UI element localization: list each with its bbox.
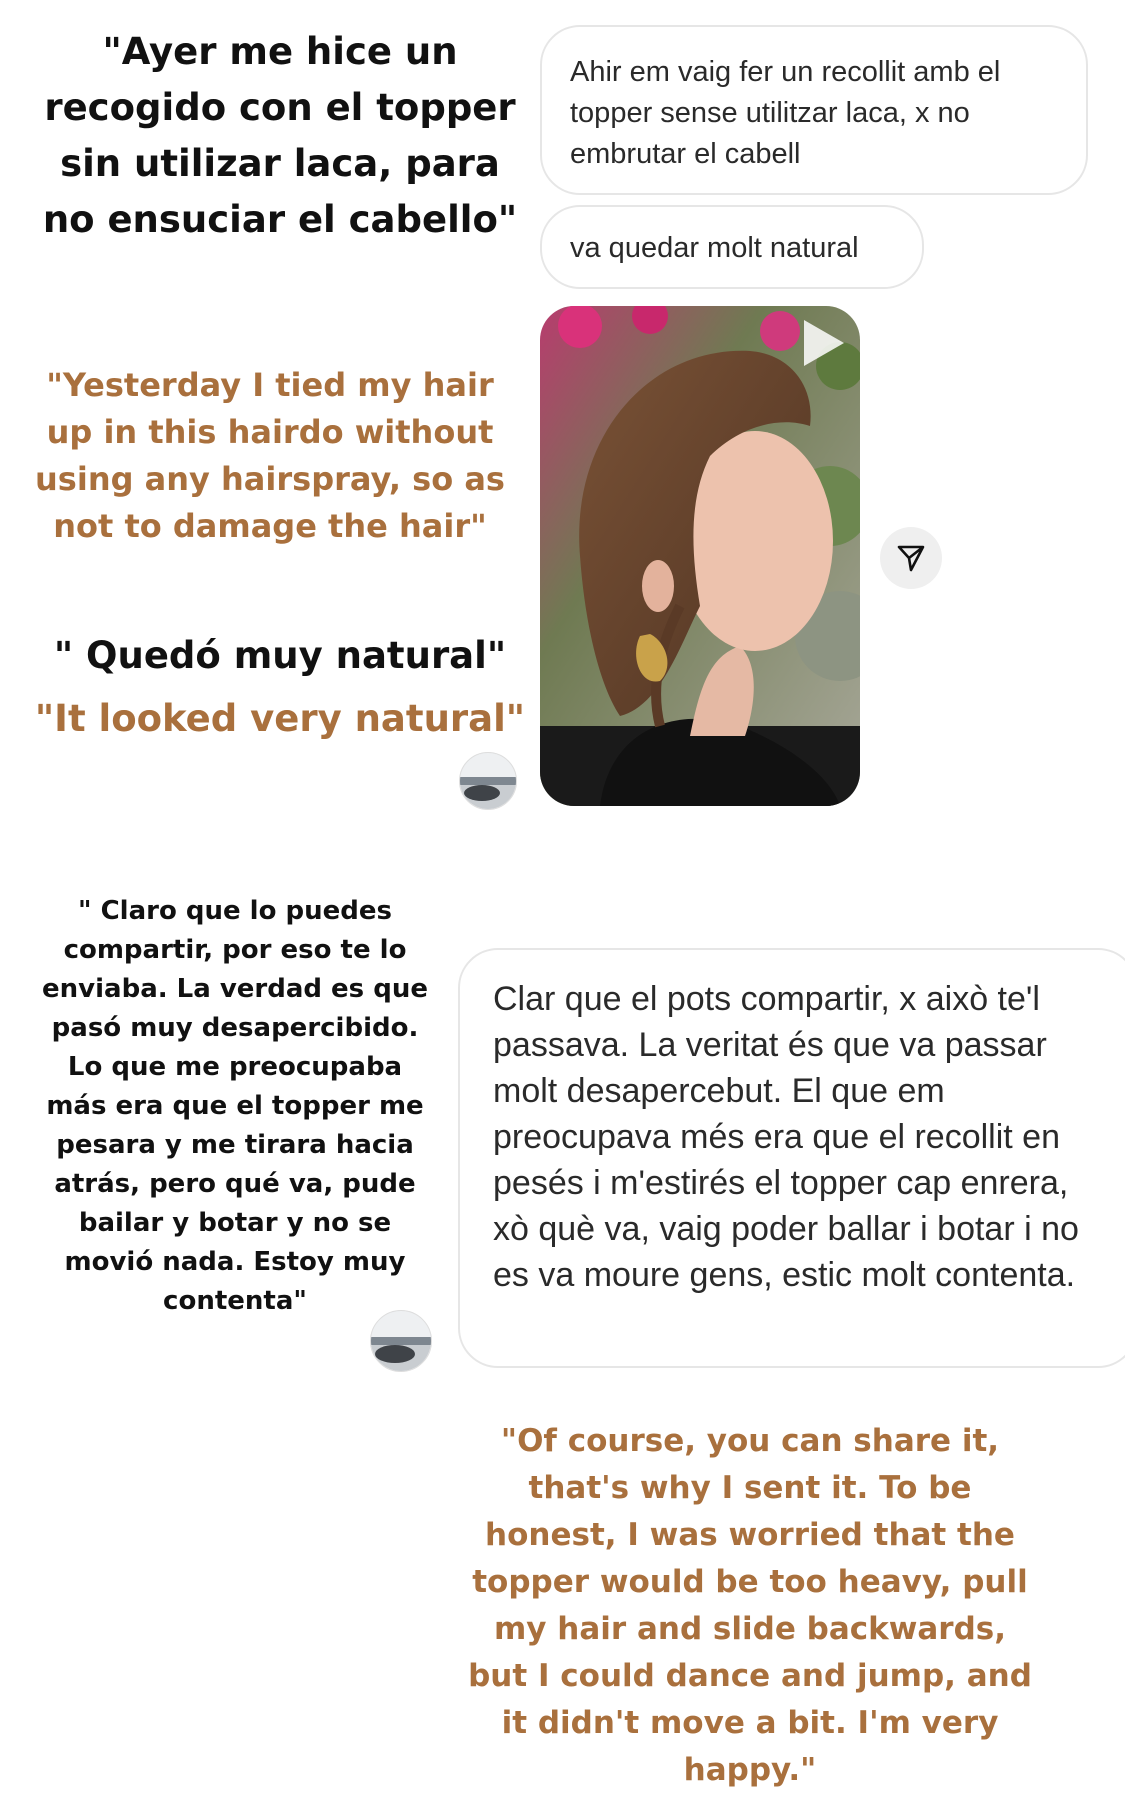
message-bubble[interactable] (540, 25, 1088, 195)
message-text: Clar que el pots compartir, x això te'l passava. La veritat és que va passar molt desapercebut. El que em preocupava més era que el recollit en pesés i m'estirés el topper cap enrera, xò què va, vaig poder ballar i botar i no es va moure gens, estic molt contenta. (493, 980, 1079, 1294)
share-button[interactable] (880, 527, 942, 589)
message-text: va quedar molt natural (570, 232, 859, 264)
paper-plane-icon (896, 543, 926, 573)
shared-video-thumbnail[interactable] (540, 306, 860, 806)
caption-english-2: "It looked very natural" (34, 697, 526, 740)
avatar-photo (371, 1311, 431, 1371)
caption-english-1: "Yesterday I tied my hair up in this hairdo without using any hairspray, so as not to damage the hair" (35, 366, 505, 545)
caption-spanish-3: " Claro que lo puedes compartir, por eso te lo enviaba. La verdad es que pasó muy desapercibido. Lo que me preocupaba más era que el topper me pesara y me tirara hacia atrás, pero qué va, pude bailar y botar y no se movió nada. Estoy muy contenta" (42, 896, 428, 1316)
caption-spanish-1: "Ayer me hice un recogido con el topper sin utilizar laca, para no ensuciar el cabello" (42, 30, 518, 241)
caption-english-3: "Of course, you can share it, that's why I sent it. To be honest, I was worried that the topper would be too heavy, pull my hair and slide backwards, but I could dance and jump, and it didn't move a bit. I'm very happy." (468, 1423, 1032, 1788)
message-bubble[interactable] (540, 205, 924, 289)
message-text: Ahir em vaig fer un recollit amb el topper sense utilitzar laca, x no embrutar el cabell (570, 56, 1001, 170)
play-icon[interactable] (800, 318, 846, 368)
message-bubble[interactable] (458, 948, 1125, 1368)
avatar[interactable] (370, 1310, 432, 1372)
video-frame-image (540, 306, 860, 806)
caption-spanish-2: " Quedó muy natural" (53, 634, 507, 677)
avatar[interactable] (459, 752, 517, 810)
avatar-photo (460, 753, 516, 809)
